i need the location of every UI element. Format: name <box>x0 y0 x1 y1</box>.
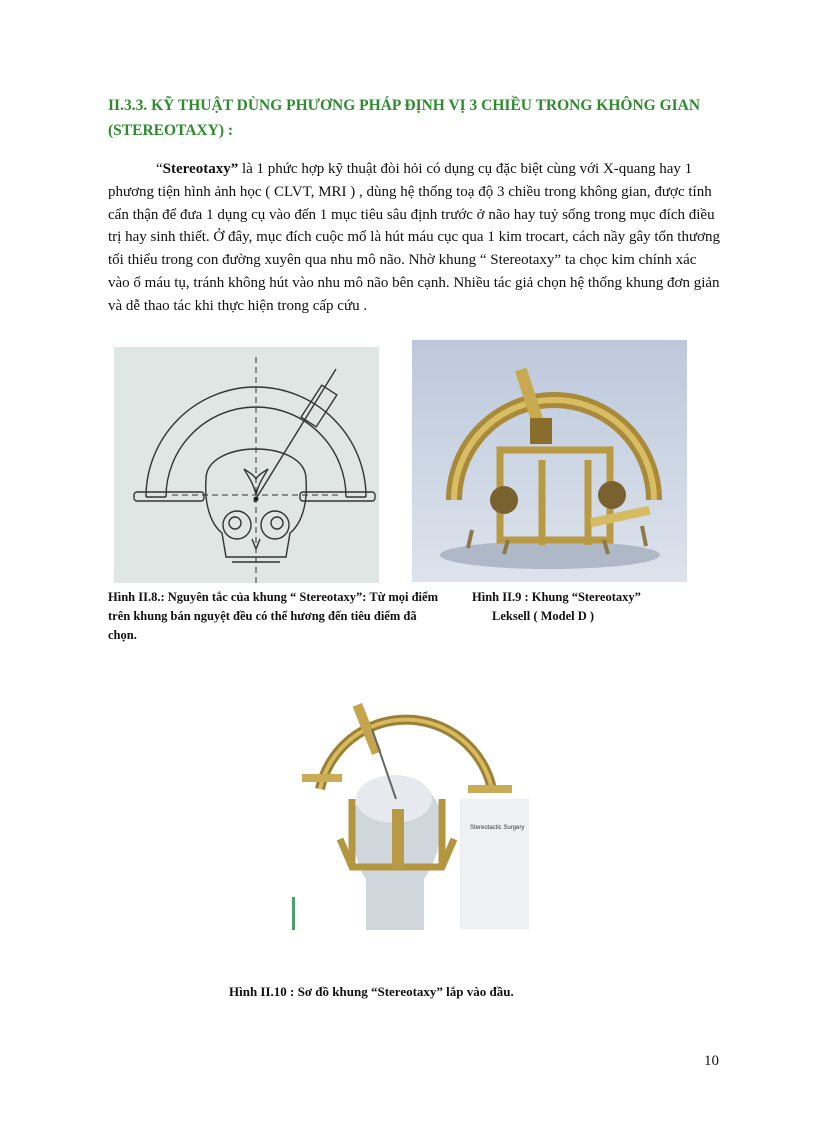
inset-label: Stereotactic Surgery <box>470 825 525 831</box>
caption-figure-ii9-line2: Leksell ( Model D ) <box>492 609 595 623</box>
leksell-frame-illustration <box>412 340 687 582</box>
figure-leksell-frame <box>412 340 687 582</box>
paragraph-text: là 1 phức hợp kỹ thuật đòi hỏi có dụng cụ đặc biệt cùng với X-quang hay 1 phương tiện hình ảnh học ( CLVT, MRI ) , dùng hệ thống toạ độ 3 chiều trong không gian, được tính cẩn thận để đưa 1 dụng cụ vào đến 1 mục tiêu sâu định trước ở não hay tuỷ sống trong mục đích điều trị hay sinh thiết. Ở đây, mục đích cuộc mổ là hút máu cục qua 1 kim trocart, cách nầy gây tổn thương tối thiểu trong con đường xuyên qua nhu mô não. Nhờ khung “ Stereotaxy” ta chọc kim chính xác vào ổ máu tụ, tránh không hút vào nhu mô não bên cạnh. Nhiều tác giả chọn hệ thống khung đơn giản và dễ thao tác khi thực hiện trong cấp cứu . <box>108 161 721 314</box>
caption-figure-ii10: Hình II.10 : Sơ đồ khung “Stereotaxy” lắp vào đầu. <box>229 984 514 999</box>
principle-drawing <box>114 347 379 583</box>
caption-figure-ii9-line1: Hình II.9 : Khung “Stereotaxy” <box>472 590 641 604</box>
page-number: 10 <box>704 1053 719 1069</box>
body-paragraph <box>108 158 720 318</box>
caption-figure-ii9 <box>472 588 712 626</box>
term-stereotaxy: Stereotaxy” <box>162 161 239 177</box>
open-quote: “ <box>156 161 163 177</box>
caption-figure-ii8: Hình II.8.: Nguyên tắc của khung “ Stereotaxy”: Từ mọi điểm trên khung bán nguyệt đều có thể hương đến tiêu điểm đã chọn. <box>108 590 438 642</box>
section-heading: II.3.3. KỸ THUẬT DÙNG PHƯƠNG PHÁP ĐỊNH VỊ 3 CHIỀU TRONG KHÔNG GIAN (STEREOTAXY) : <box>108 97 701 139</box>
figure-frame-on-head <box>292 689 529 930</box>
frame-on-head-illustration <box>292 689 529 930</box>
figure-stereotaxy-principle <box>114 347 379 583</box>
